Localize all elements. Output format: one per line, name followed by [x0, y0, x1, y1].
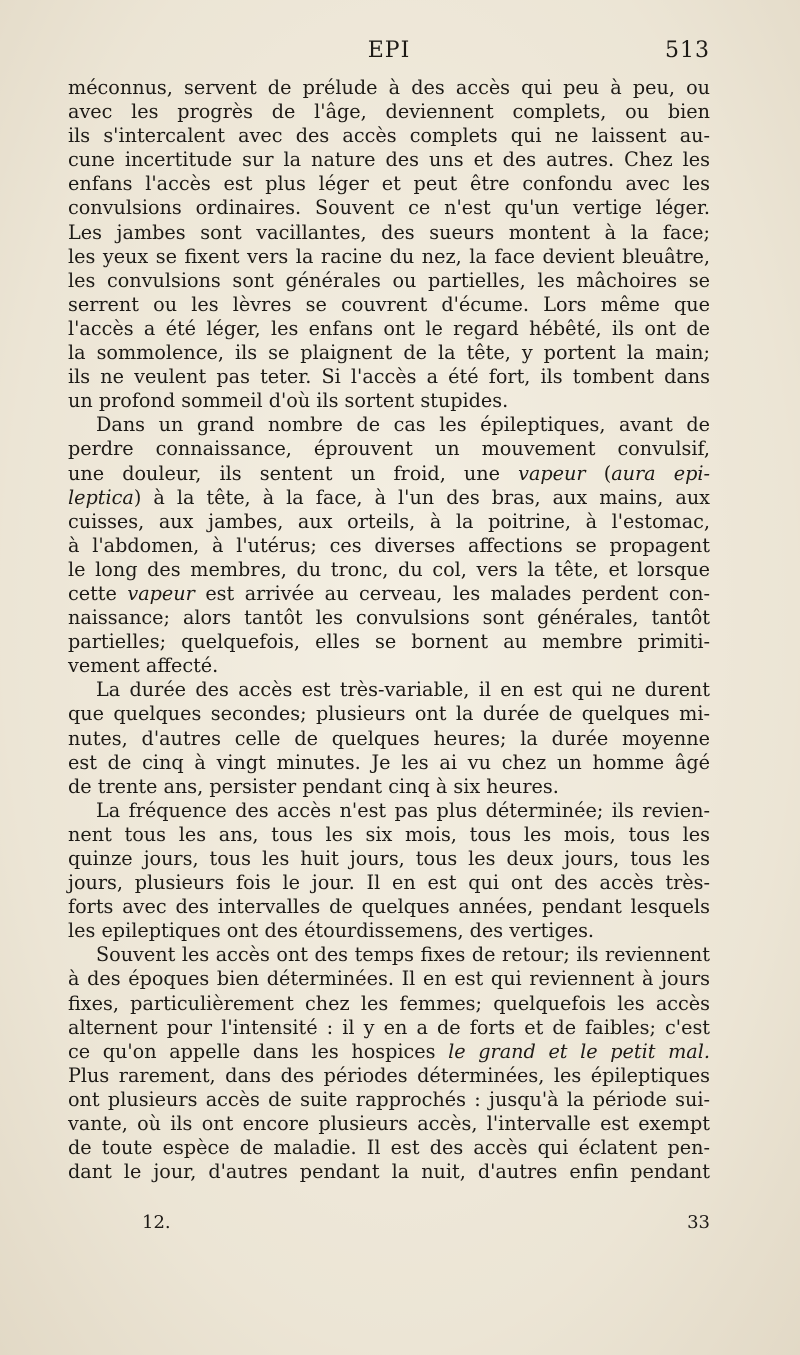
- text-line: de toute espèce de maladie. Il est des accès qui éclatent pen-: [68, 1136, 710, 1160]
- running-header: [68, 38, 710, 74]
- text-line: ce qu'on appelle dans les hospices le grand et le petit mal.: [68, 1039, 710, 1063]
- text-line: ont plusieurs accès de suite rapprochés : jusqu'à la période sui-: [68, 1087, 710, 1111]
- text-line: l'accès a été léger, les enfans ont le regard hébêté, ils ont de: [68, 316, 710, 340]
- text-line: La fréquence des accès n'est pas plus déterminée; ils revien-: [96, 798, 710, 822]
- text-line: nent tous les ans, tous les six mois, tous les mois, tous les: [68, 822, 710, 846]
- text-line: est de cinq à vingt minutes. Je les ai vu chez un homme âgé: [68, 750, 710, 774]
- text-line: forts avec des intervalles de quelques années, pendant lesquels: [68, 895, 710, 919]
- text-line: Plus rarement, dans des périodes déterminées, les épileptiques: [68, 1063, 710, 1087]
- text-line: ils s'intercalent avec des accès complets qui ne laissent au-: [68, 124, 710, 148]
- text-line: Dans un grand nombre de cas les épileptiques, avant de: [96, 413, 710, 437]
- text-line: ils ne veulent pas teter. Si l'accès a été fort, ils tombent dans: [68, 365, 710, 389]
- text-line: convulsions ordinaires. Souvent ce n'est qu'un vertige léger.: [68, 196, 710, 220]
- text-line: de trente ans, persister pendant cinq à six heures.: [68, 774, 559, 798]
- text-line: à l'abdomen, à l'utérus; ces diverses affections se propagent: [68, 533, 710, 557]
- text-line: les yeux se fixent vers la racine du nez, la face devient bleuâtre,: [68, 244, 710, 268]
- text-line: le long des membres, du tronc, du col, vers la tête, et lorsque: [68, 557, 710, 581]
- text-line: serrent ou les lèvres se couvrent d'écume. Lors même que: [68, 292, 710, 316]
- text-line: que quelques secondes; plusieurs ont la durée de quelques mi-: [68, 702, 710, 726]
- text-line: la sommolence, ils se plaignent de la tête, y portent la main;: [68, 341, 710, 365]
- text-line: La durée des accès est très-variable, il en est qui ne durent: [96, 678, 710, 702]
- paragraph: [68, 943, 710, 1184]
- text-line: Les jambes sont vacillantes, des sueurs montent à la face;: [68, 220, 710, 244]
- text-line: fixes, particulièrement chez les femmes; quelquefois les accès: [68, 991, 710, 1015]
- text-line: perdre connaissance, éprouvent un mouvement convulsif,: [68, 437, 710, 461]
- text-line: leptica) à la tête, à la face, à l'un des bras, aux mains, aux: [68, 485, 710, 509]
- text-line: cune incertitude sur la nature des uns et des autres. Chez les: [68, 148, 710, 172]
- paragraph: [68, 413, 710, 678]
- text-line: quinze jours, tous les huit jours, tous les deux jours, tous les: [68, 847, 710, 870]
- text-line: une douleur, ils sentent un froid, une vapeur (aura epi-: [68, 461, 710, 485]
- page-number: 513: [665, 38, 710, 63]
- text-line: vante, où ils ont encore plusieurs accès, l'intervalle est exempt: [68, 1112, 710, 1136]
- text-line: Souvent les accès ont des temps fixes de retour; ils reviennent: [96, 943, 710, 967]
- paragraph: [68, 799, 710, 944]
- text-line: naissance; alors tantôt les convulsions sont générales, tantôt: [68, 606, 710, 630]
- text-line: dant le jour, d'autres pendant la nuit, d'autres enfin pendant: [68, 1160, 710, 1184]
- text-line: les epileptiques ont des étourdissemens, des vertiges.: [68, 919, 595, 943]
- text-line: nutes, d'autres celle de quelques heures; la durée moyenne: [68, 726, 710, 750]
- body-text: [68, 76, 710, 1184]
- text-line: cette vapeur est arrivée au cerveau, les malades perdent con-: [68, 581, 710, 605]
- quire-number: 33: [687, 1212, 710, 1233]
- paragraph: [68, 76, 710, 413]
- text-line: partielles; quelquefois, elles se bornent au membre primiti-: [68, 630, 710, 654]
- text-line: jours, plusieurs fois le jour. Il en est qui ont des accès très-: [68, 871, 710, 895]
- signature-mark: 12.: [142, 1212, 171, 1233]
- text-line: méconnus, servent de prélude à des accès qui peu à peu, ou: [68, 76, 710, 99]
- text-line: cuisses, aux jambes, aux orteils, à la poitrine, à l'estomac,: [68, 509, 710, 533]
- text-line: enfans l'accès est plus léger et peut être confondu avec les: [68, 172, 710, 196]
- text-line: alternent pour l'intensité : il y en a de forts et de faibles; c'est: [68, 1015, 710, 1039]
- page-footer: [68, 1212, 710, 1242]
- text-line: vement affecté.: [68, 654, 219, 678]
- text-line: un profond sommeil d'où ils sortent stupides.: [68, 389, 509, 413]
- text-line: à des époques bien déterminées. Il en est qui reviennent à jours: [68, 967, 710, 991]
- paragraph: [68, 678, 710, 798]
- running-title: EPI: [367, 38, 411, 63]
- text-line: les convulsions sont générales ou partielles, les mâchoires se: [68, 268, 710, 292]
- text-line: avec les progrès de l'âge, deviennent complets, ou bien: [68, 100, 710, 124]
